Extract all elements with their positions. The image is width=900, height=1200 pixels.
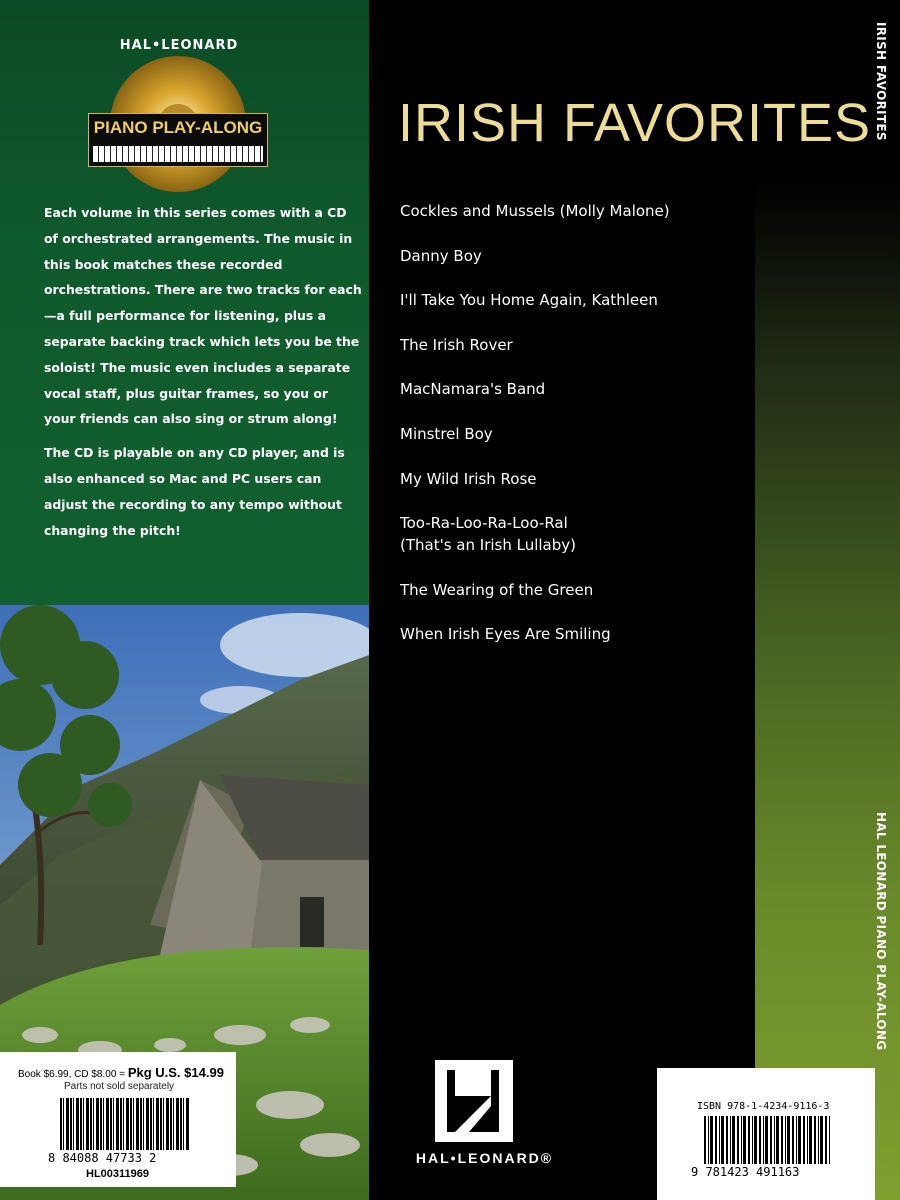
spine-series: HAL LEONARD PIANO PLAY-ALONG xyxy=(874,812,888,1051)
price-sticker xyxy=(0,1052,236,1187)
song-item: Minstrel Boy xyxy=(400,424,493,443)
series-logo-bar xyxy=(88,113,268,167)
song-item xyxy=(400,512,750,556)
piano-keys-icon xyxy=(93,146,263,162)
price-line xyxy=(18,1065,224,1080)
isbn-label: ISBN 978-1-4234-9116-3 xyxy=(697,1101,830,1112)
song-item: Cockles and Mussels (Molly Malone) xyxy=(400,202,670,220)
price-breakdown: Book $6.99, CD $8.00 = xyxy=(18,1069,126,1080)
product-code: HL00311969 xyxy=(86,1168,149,1180)
book-title: IRISH FAVORITES xyxy=(398,93,872,153)
song-item: When Irish Eyes Are Smiling xyxy=(400,625,611,644)
brand-name: HAL•LEONARD xyxy=(119,38,239,53)
song-item: I'll Take You Home Again, Kathleen xyxy=(400,291,658,310)
parts-note: Parts not sold separately xyxy=(64,1081,175,1092)
price-total: Pkg U.S. $14.99 xyxy=(127,1065,224,1080)
song-item: MacNamara's Band xyxy=(400,380,546,399)
isbn-barcode xyxy=(704,1116,830,1164)
song-title-line: Too-Ra-Loo-Ra-Loo-Ral xyxy=(400,514,568,533)
isbn-sticker xyxy=(657,1068,875,1200)
description-paragraph: Each volume in this series comes with a CD of orchestrated arrangements. The music in this book matches these recorded orchestrations. There are two tracks for each—a full performance for listening, plus a separate backing track which lets you be the soloist! The music even includes a separate vocal staff, plus guitar frames, so you or your friends can also sing or strum along! xyxy=(44,205,362,427)
publisher-logo xyxy=(397,1060,572,1170)
series-logo xyxy=(88,38,270,168)
series-description xyxy=(44,200,362,551)
description-paragraph: The CD is playable on any CD player, and is also enhanced so Mac and PC users can adjust the recording to any tempo without changing the pitch! xyxy=(44,445,345,538)
song-list xyxy=(400,200,750,668)
series-logo-title: PIANO PLAY-ALONG xyxy=(93,118,263,137)
upc-barcode xyxy=(60,1098,190,1150)
song-subtitle-line: (That's an Irish Lullaby) xyxy=(400,536,576,555)
song-item: The Wearing of the Green xyxy=(400,580,594,599)
upc-number: 8 84088 47733 2 xyxy=(48,1151,157,1165)
song-item: My Wild Irish Rose xyxy=(400,469,537,488)
song-item: Danny Boy xyxy=(400,246,482,265)
spine-title: IRISH FAVORITES xyxy=(874,22,888,141)
hal-leonard-mark-icon xyxy=(435,1060,513,1142)
song-item: The Irish Rover xyxy=(400,335,513,354)
publisher-name: HAL•LEONARD® xyxy=(415,1150,554,1166)
isbn-barcode-number: 9 781423 491163 xyxy=(691,1165,800,1179)
